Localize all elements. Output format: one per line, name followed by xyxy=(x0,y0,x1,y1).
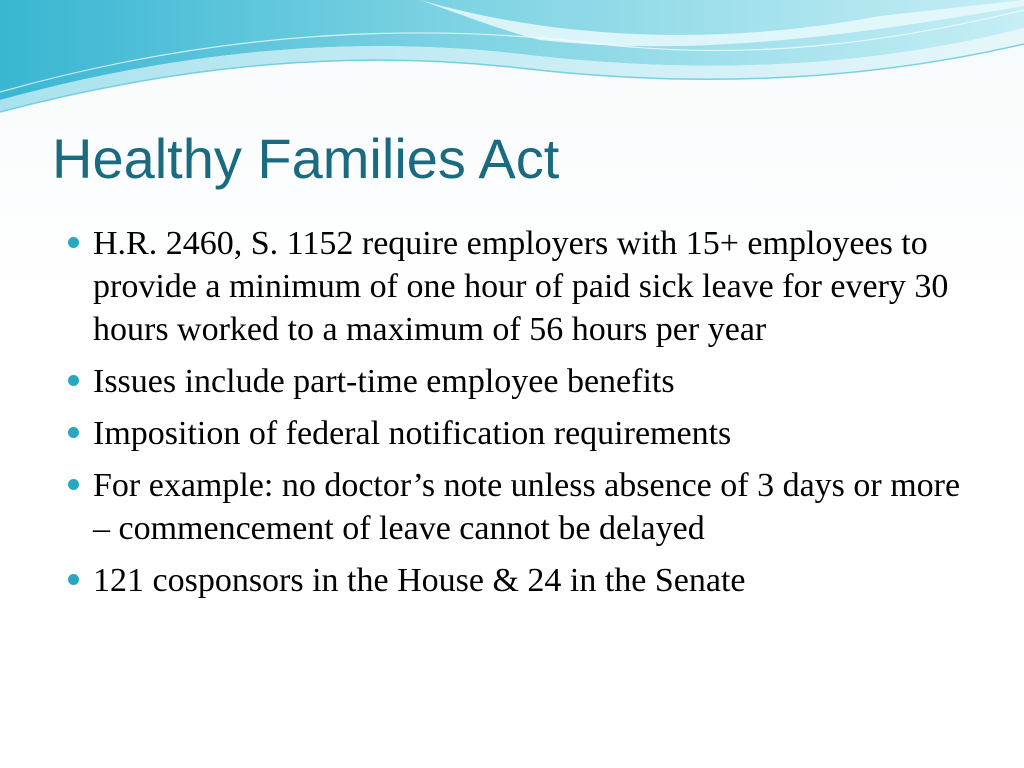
bullet-dot-icon xyxy=(68,237,79,248)
bullet-text: Issues include part-time employee benefits xyxy=(93,363,675,400)
bullet-item xyxy=(64,412,964,455)
bullet-dot-icon xyxy=(68,375,79,386)
slide-title: Healthy Families Act xyxy=(52,127,560,190)
bullet-text: H.R. 2460, S. 1152 require employers with 15+ employees to provide a minimum of one hour of paid sick leave for every 30 hours worked to a maximum of 56 hours per year xyxy=(93,225,949,348)
bullet-item xyxy=(64,464,964,550)
wave-band-top xyxy=(0,0,1024,100)
bullet-item xyxy=(64,559,964,602)
bullet-item xyxy=(64,360,964,403)
bullet-item xyxy=(64,222,964,351)
bullet-dot-icon xyxy=(68,479,79,490)
bullet-dot-icon xyxy=(68,574,79,585)
bullet-text: 121 cosponsors in the House & 24 in the Senate xyxy=(93,562,746,599)
decorative-wave-header xyxy=(0,0,1024,130)
bullet-dot-icon xyxy=(68,427,79,438)
bullet-text: Imposition of federal notification requirements xyxy=(93,415,732,452)
bullet-text: For example: no doctor’s note unless absence of 3 days or more – commencement of leave cannot be delayed xyxy=(93,467,961,547)
bullet-list xyxy=(64,222,964,611)
